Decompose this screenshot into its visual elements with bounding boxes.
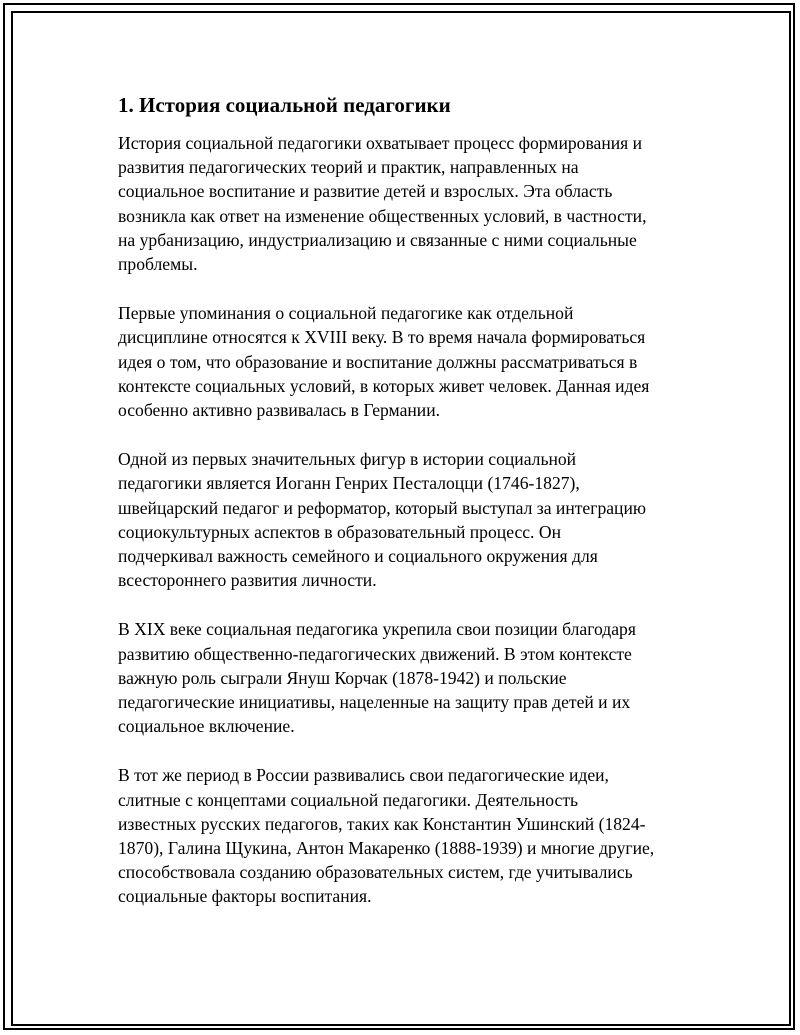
paragraph-2: Первые упоминания о социальной педагогике как отдельной дисциплине относятся к XVIII веку. В то время начала формироваться идея о том, что образование и воспитание должны рассматриваться в контексте социальных условий, в которых живет человек. Данная идея особенно активно развивалась в Германии. <box>118 303 650 421</box>
document-body <box>118 93 688 934</box>
paragraph-5: В тот же период в России развивались свои педагогические идеи, слитные с концептами социальной педагогики. Деятельность известных русских педагогов, таких как Константин Ушинский (1824- 1870), Галина Щукина, Антон Макаренко (1888-1939) и многие другие, способствовала созданию образовательных систем, где учитывались социальные факторы воспитания. <box>118 765 655 907</box>
section-heading: 1. История социальной педагогики <box>118 93 451 117</box>
paragraph-1: История социальной педагогики охватывает процесс формирования и развития педагогических теорий и практик, направленных на социальное воспитание и развитие детей и взрослых. Эта область возникла как ответ на изменение общественных условий, в частности, на урбанизацию, индустриализацию и связанные с ними социальные проблемы. <box>118 133 647 275</box>
paragraph-4: В XIX веке социальная педагогика укрепила свои позиции благодаря развитию общественно-педагогических движений. В этом контексте важную роль сыграли Януш Корчак (1878-1942) и польские педагогические инициативы, нацеленные на защиту прав детей и их социальное включение. <box>118 619 636 737</box>
paragraph-3: Одной из первых значительных фигур в истории социальной педагогики является Иоганн Генрих Песталоцци (1746-1827), швейцарский педагог и реформатор, который выступал за интеграцию социокультурных аспектов в образовательный процесс. Он подчеркивал важность семейного и социального окружения для всестороннего развития личности. <box>118 449 647 591</box>
